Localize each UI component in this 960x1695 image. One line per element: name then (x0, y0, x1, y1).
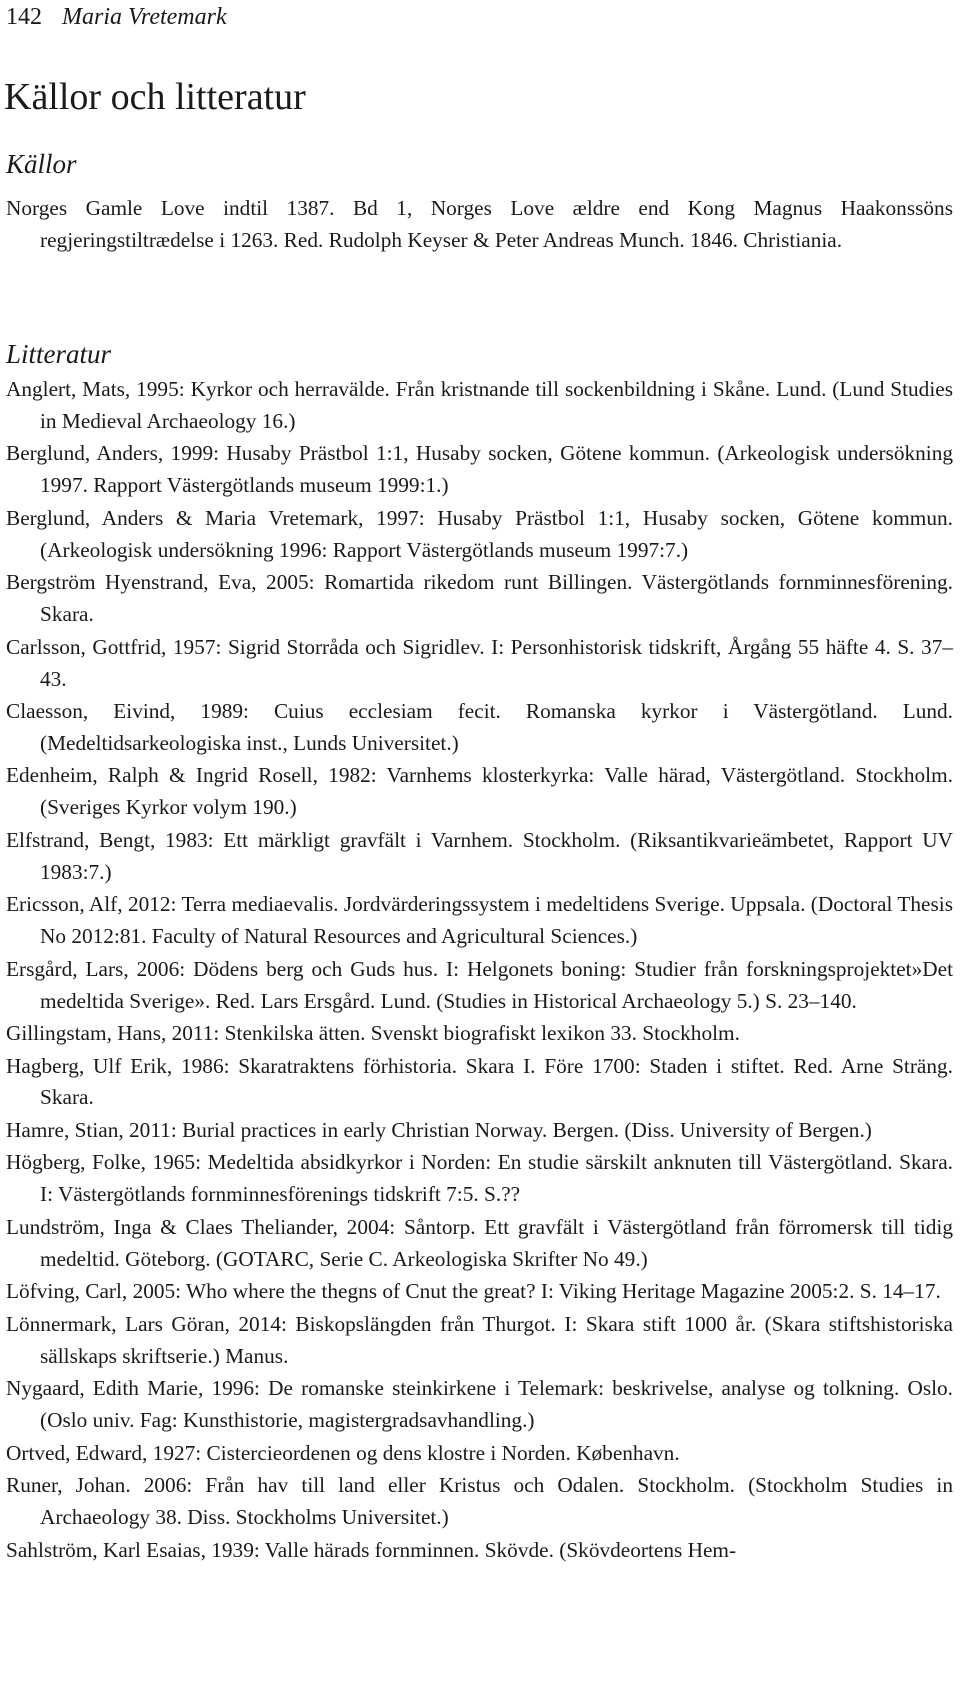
literature-entry: Anglert, Mats, 1995: Kyrkor och herravälde. Från kristnande till sockenbildning i Skåne. Lund. (Lund Studies in Medieval Archaeology 16.) (6, 377, 953, 433)
literature-entry: Nygaard, Edith Marie, 1996: De romanske steinkirkene i Telemark: beskrivelse, analyse og tolkning. Oslo. (Oslo univ. Fag: Kunsthistorie, magistergradsavhandling.) (6, 1376, 953, 1433)
literature-entry: Elfstrand, Bengt, 1983: Ett märkligt gravfält i Varnhem. Stockholm. (Riksantikvarieämbetet, Rapport UV 1983:7.) (6, 827, 953, 884)
literature-entry: Hamre, Stian, 2011: Burial practices in early Christian Norway. Bergen. (Diss. University of Bergen.) (6, 1117, 872, 1142)
literature-entry: Hagberg, Ulf Erik, 1986: Skaratraktens förhistoria. Skara I. Före 1700: Staden i stiftet. Red. Arne Sträng. Skara. (6, 1053, 953, 1110)
literature-entry: Ortved, Edward, 1927: Cistercieordenen og dens klostre i Norden. København. (6, 1440, 680, 1465)
literature-entry: Berglund, Anders, 1999: Husaby Prästbol 1:1, Husaby socken, Götene kommun. (Arkeologisk undersökning 1997. Rapport Västergötlands museum 1999:1.) (6, 441, 953, 498)
literature-entry: Lundström, Inga & Claes Theliander, 2004: Såntorp. Ett gravfält i Västergötland från förromersk till tidig medeltid. Göteborg. (GOTARC, Serie C. Arkeologiska Skrifter No 49.) (6, 1214, 953, 1271)
literature-entry: Edenheim, Ralph & Ingrid Rosell, 1982: Varnhems klosterkyrka: Valle härad, Västergötland. Stockholm. (Sveriges Kyrkor volym 190.) (6, 763, 953, 820)
literature-entry: Ericsson, Alf, 2012: Terra mediaevalis. Jordvärderingssystem i medeltidens Sverige. Uppsala. (Doctoral Thesis No 2012:81. Faculty of Natural Resources and Agricultural Sciences.) (6, 892, 953, 949)
literature-entry: Bergström Hyenstrand, Eva, 2005: Romartida rikedom runt Billingen. Västergötlands fornminnesförening. Skara. (6, 570, 953, 627)
literature-entry: Berglund, Anders & Maria Vretemark, 1997: Husaby Prästbol 1:1, Husaby socken, Götene kommun. (Arkeologisk undersökning 1996: Rapport Västergötlands museum 1997:7.) (6, 505, 953, 562)
sources-heading: Källor (6, 149, 77, 179)
literature-entry: Claesson, Eivind, 1989: Cuius ecclesiam fecit. Romanska kyrkor i Västergötland. Lund. (Medeltidsarkeologiska inst., Lunds Universitet.) (6, 699, 953, 755)
literature-entry: Runer, Johan. 2006: Från hav till land eller Kristus och Odalen. Stockholm. (Stockholm Studies in Archaeology 38. Diss. Stockholms Universitet.) (6, 1473, 953, 1529)
chapter-title: Källor och litteratur (4, 76, 306, 118)
literature-entry: Lönnermark, Lars Göran, 2014: Biskopslängden från Thurgot. I: Skara stift 1000 år. (Skara stiftshistoriska sällskaps skriftserie.) Manus. (6, 1311, 953, 1368)
literature-entry: Sahlström, Karl Esaias, 1939: Valle härads fornminnen. Skövde. (Skövdeortens Hem- (6, 1537, 737, 1562)
sources-list (6, 193, 953, 257)
literature-heading: Litteratur (6, 339, 112, 369)
page-number: 142 (6, 4, 42, 30)
literature-entry: Högberg, Folke, 1965: Medeltida absidkyrkor i Norden: En studie särskilt anknuten till Västergötland. Skara. I: Västergötlands fornminnesförenings tidskrift 7:5. S.?? (6, 1150, 953, 1207)
literature-entry: Löfving, Carl, 2005: Who where the thegns of Cnut the great? I: Viking Heritage Magazine 2005:2. S. 14–17. (6, 1279, 941, 1304)
literature-entry: Carlsson, Gottfrid, 1957: Sigrid Storråda och Sigridlev. I: Personhistorisk tidskrift, Årgång 55 häfte 4. S. 37–43. (6, 634, 953, 691)
literature-list (6, 374, 953, 1567)
literature-entry: Gillingstam, Hans, 2011: Stenkilska ätten. Svenskt biografiskt lexikon 33. Stockholm. (6, 1021, 740, 1046)
source-entry: Norges Gamle Love indtil 1387. Bd 1, Norges Love ældre end Kong Magnus Haakonssöns regjeringstiltrædelse i 1263. Red. Rudolph Keyser & Peter Andreas Munch. 1846. Christiania. (6, 196, 953, 252)
running-head-author: Maria Vretemark (62, 4, 227, 30)
literature-entry: Ersgård, Lars, 2006: Dödens berg och Guds hus. I: Helgonets boning: Studier från forskningsprojektet»Det medeltida Sverige». Red. Lars Ersgård. Lund. (Studies in Historical Archaeology 5.) S. 23–140. (6, 956, 953, 1013)
running-head (6, 3, 227, 31)
